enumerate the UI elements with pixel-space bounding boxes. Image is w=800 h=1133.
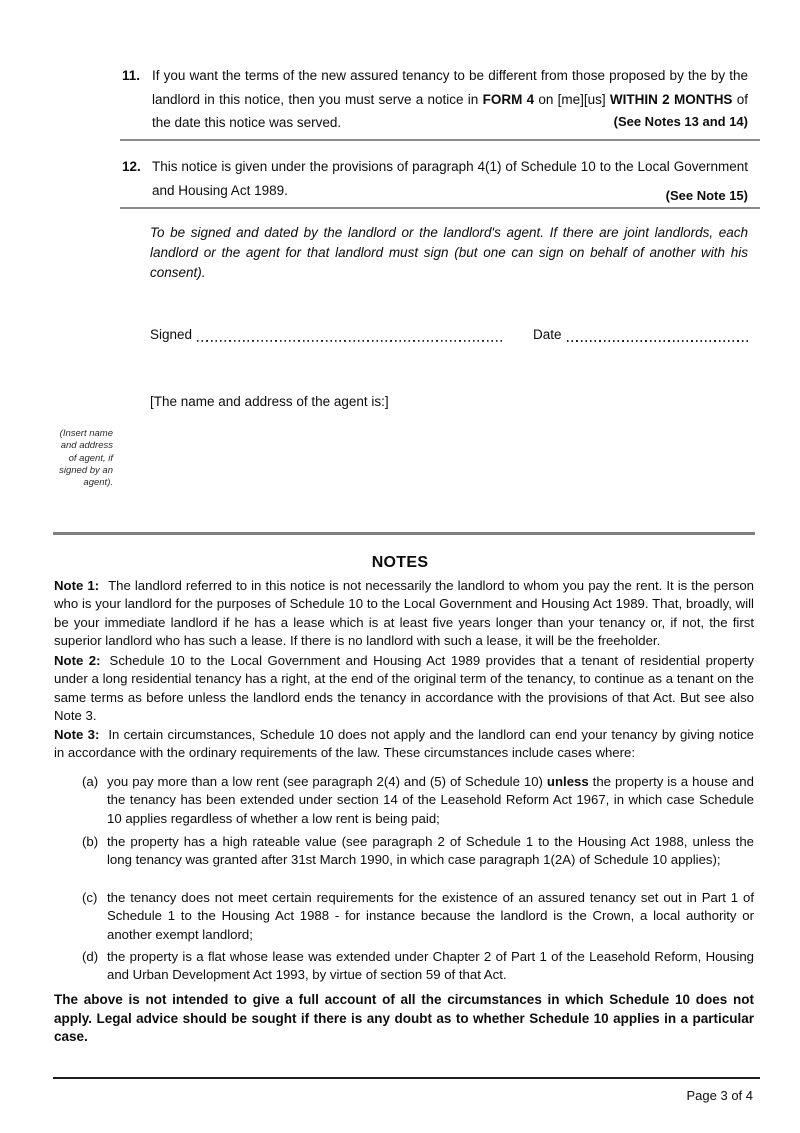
note-3-list-item-b	[82, 833, 754, 870]
unless-emphasis: unless	[546, 774, 589, 789]
page-number: Page 3 of 4	[686, 1088, 753, 1103]
within-2-months-emphasis: WITHIN 2 MONTHS	[609, 91, 733, 107]
list-label-c: (c)	[82, 890, 98, 905]
note-2-body: Schedule 10 to the Local Government and Housing Act 1989 provides that a tenant of residential property under a long residential tenancy has a right, at the end of the original term of the tenancy, to continue as a tenant on the same terms as before unless the landlord ends the tenancy in accordance with the provisions of that Act. But see also Note 3.	[54, 653, 754, 724]
notice-item-12	[122, 155, 748, 202]
date-label: Date	[533, 327, 562, 342]
list-body-a	[107, 773, 754, 828]
signature-row	[150, 327, 748, 343]
note-2	[54, 652, 754, 726]
note-3-list-item-a	[82, 773, 754, 828]
form-4-emphasis: FORM 4	[482, 91, 535, 107]
item-number: 11.	[122, 68, 141, 83]
item-text-segment: If you want the terms of the new assured tenancy to be different from those proposed by the by the landlord in this notice, then you must serve a notice in	[152, 68, 748, 107]
note-1	[54, 577, 754, 651]
signed-entry-line[interactable]	[197, 331, 503, 343]
item-text-segment: of the date this notice was served.	[152, 91, 748, 130]
note-1-body: The landlord referred to in this notice is not necessarily the landlord to whom you pay the rent. It is the person who is your landlord for the purposes of Schedule 10 to the Local Government and Housing Act 1989. That, broadly, will be your immediate landlord if he has a lease which is at least five years longer than your tenancy or, if not, the first superior landlord who has such a lease. If there is no landlord with such a lease, it will be the freeholder.	[54, 578, 754, 649]
see-note-reference-12: (See Note 15)	[665, 188, 748, 203]
list-body-b: the property has a high rateable value (see paragraph 2 of Schedule 1 to the Housing Act 1988, unless the long tenancy was granted after 31st March 1990, in which case paragraph 1(2A) of Schedule 10 applies);	[107, 834, 754, 868]
list-label-d: (d)	[82, 949, 99, 964]
note-3-list-item-d	[82, 948, 754, 985]
note-3	[54, 726, 754, 763]
item-text-segment: on [me][us]	[534, 91, 610, 107]
note-3-list-item-c	[82, 889, 754, 944]
list-body-c: the tenancy does not meet certain requirements for the existence of an assured tenancy set out in Part 1 of Schedule 1 to the Housing Act 1988 - for instance because the landlord is the Crown, a local authority or another exempt landlord;	[107, 890, 754, 942]
list-label-b: (b)	[82, 834, 99, 849]
item-number: 12.	[122, 159, 141, 174]
note-1-label: Note 1:	[54, 578, 100, 593]
item-text: This notice is given under the provisions of paragraph 4(1) of Schedule 10 to the Local Government and Housing Act 1989.	[152, 159, 748, 198]
date-entry-line[interactable]	[567, 331, 748, 343]
note-3-label: Note 3:	[54, 727, 100, 742]
signature-instruction: To be signed and dated by the landlord or the landlord's agent. If there are joint landlords, each landlord or the agent for that landlord must sign (but one can sign on behalf of another with his consent).	[150, 225, 748, 280]
note-3-body: In certain circumstances, Schedule 10 does not apply and the landlord can end your tenancy by giving notice in accordance with the ordinary requirements of the law. These circumstances include cases where:	[54, 727, 754, 761]
margin-note-insert-agent: (Insert name and address of agent, if signed by an agent).	[59, 428, 113, 489]
list-body-d: the property is a flat whose lease was extended under Chapter 2 of Part 1 of the Leasehold Reform, Housing and Urban Development Act 1993, by virtue of section 59 of that Act.	[107, 949, 754, 983]
list-text-segment: you pay more than a low rent (see paragraph 2(4) and (5) of Schedule 10)	[107, 774, 547, 789]
list-label-a: (a)	[82, 774, 99, 789]
divider-rule	[120, 139, 760, 141]
footer-rule	[53, 1077, 760, 1079]
agent-name-address-line: [The name and address of the agent is:]	[150, 394, 389, 409]
closing-advice-paragraph: The above is not intended to give a full account of all the circumstances in which Schedule 10 does not apply. Legal advice should be sought if there is any doubt as to whether Schedule 10 applies in a particular case.	[54, 992, 754, 1045]
signed-label: Signed	[150, 327, 193, 342]
divider-rule	[120, 207, 760, 209]
notes-section-rule	[53, 532, 755, 535]
note-2-label: Note 2:	[54, 653, 101, 668]
notes-heading: NOTES	[371, 554, 429, 571]
see-note-reference-11: (See Notes 13 and 14)	[613, 114, 748, 129]
list-text-segment: the property is a house and the tenancy has been extended under section 14 of the Leasehold Reform Act 1967, in which case Schedule 10 applies regardless of whether a low rent is being paid;	[107, 774, 754, 826]
